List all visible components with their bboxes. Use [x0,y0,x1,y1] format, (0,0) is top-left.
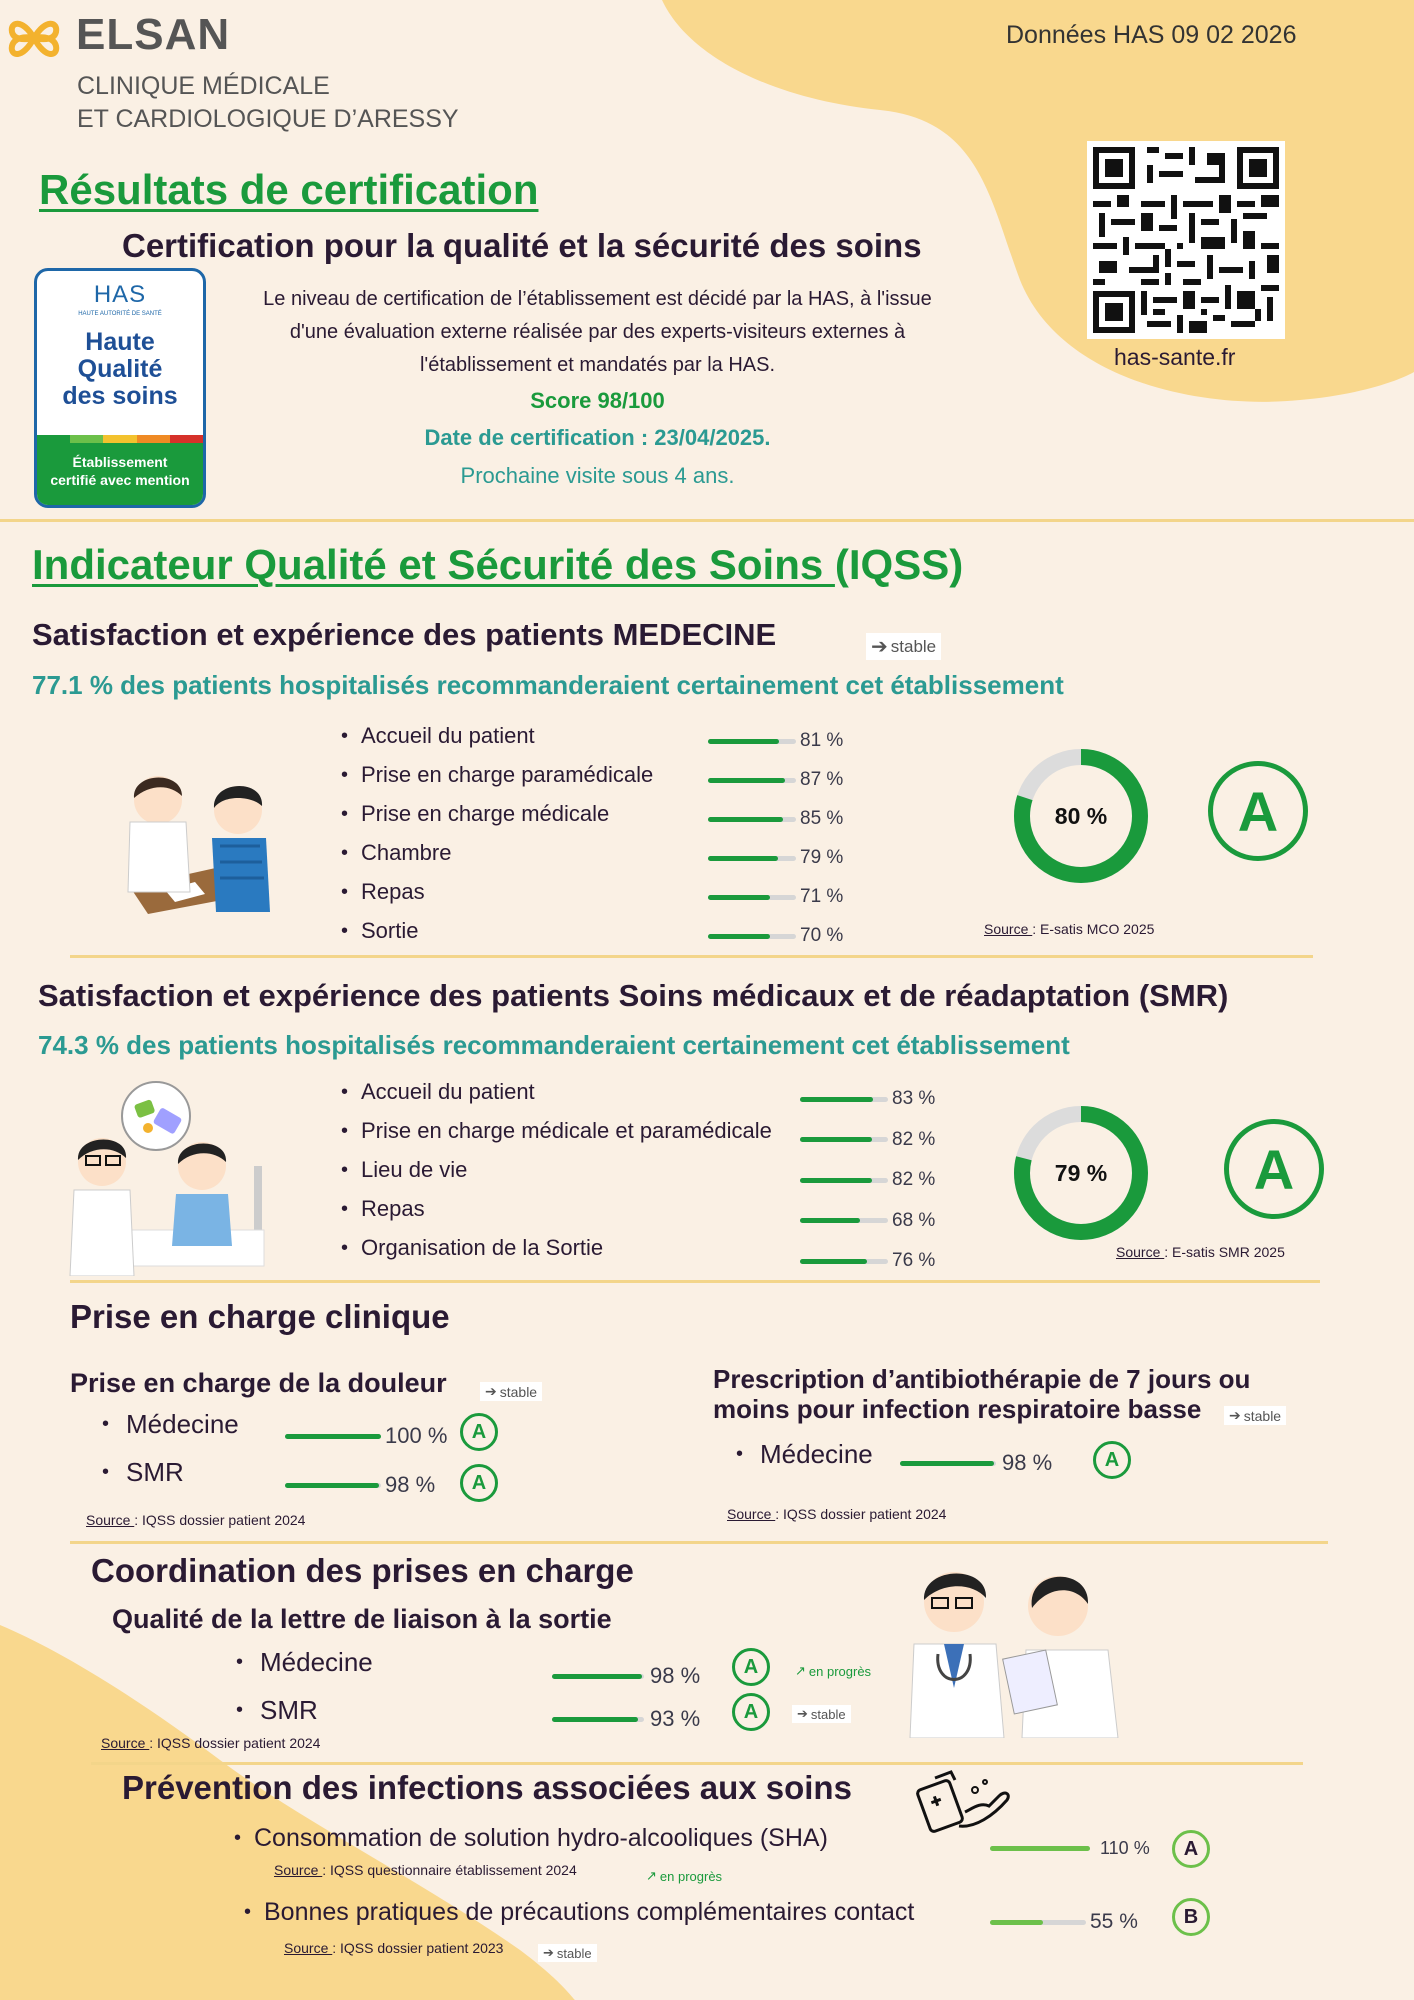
list-item: • Sortie [339,917,653,956]
smr-source: Source : E-satis SMR 2025 [1116,1244,1285,1260]
list-item: • Médecine [734,1440,873,1488]
doctor-patient-illustration [120,762,280,914]
progress-bar-track [708,778,796,783]
badge-line3: des soins [62,382,178,410]
coordination-trend-smr: ➔ stable [792,1705,851,1723]
doctor-bedside-illustration [64,1080,274,1276]
progress-value: 87 % [800,769,844,790]
progress-bar-track [552,1717,644,1722]
smr-score-donut [1012,1104,1150,1242]
divider-coordination [91,1762,1303,1765]
douleur-grade-smr: A [460,1464,498,1502]
iqss-title-abbrev: (IQSS) [834,541,964,588]
smr-title: Satisfaction et expérience des patients Soins médicaux et de réadaptation (SMR) [38,978,1229,1013]
progress-bar-fill [285,1483,379,1488]
divider-medecine [70,955,1313,958]
sha-list [232,1824,828,1863]
list-item: • Prise en charge paramédicale [339,761,653,800]
antibio-list [734,1440,873,1488]
list-item: • Bonnes pratiques de précautions complémentaires contact [242,1898,914,1937]
badge-line1: Haute [85,328,155,356]
progress-bar-row [800,1129,935,1151]
progress-bar-fill [990,1846,1090,1851]
progress-bar-track [708,895,796,900]
badge-line2: Qualité [77,355,163,383]
list-item: • Organisation de la Sortie [339,1234,772,1273]
progress-bar-fill [708,934,770,939]
progress-bar-track [990,1846,1090,1851]
progress-bar-track [285,1434,381,1439]
douleur-trend-tag: ➔ stable [480,1382,542,1401]
divider-certification [0,519,1414,522]
progress-bar-track [800,1137,888,1142]
progress-value: 70 % [800,925,844,946]
progress-bar-row [285,1423,447,1449]
medecine-source: Source : E-satis MCO 2025 [984,921,1155,937]
doctors-consulting-illustration [908,1558,1128,1738]
arrow-up-right-icon: ↗ [795,1663,806,1678]
iqss-title-main: Indicateur Qualité et Sécurité des Soins [32,541,835,588]
medecine-score-value: 80 % [1054,803,1108,829]
description-line3: l'établissement et mandatés par la HAS. [419,354,776,376]
progress-bar-track [708,739,796,744]
divider-smr [70,1280,1320,1283]
trend-label: stable [890,636,937,656]
list-item: • Accueil du patient [339,722,653,761]
antibio-title-line1: Prescription d’antibiothérapie de 7 jours ou [713,1364,1251,1394]
smr-recommend: 74.3 % des patients hospitalisés recommanderaient certainement cet établissement [38,1030,1070,1060]
progress-bar-track [800,1259,888,1264]
progress-bar-fill [552,1674,642,1679]
progress-bar-track [285,1483,381,1488]
progress-bar-fill [800,1137,872,1142]
progress-bar-fill [708,895,770,900]
clinic-name-line1: CLINIQUE MÉDICALE [77,72,330,100]
coordination-grade-medecine: A [732,1648,770,1686]
smr-criteria-list [339,1078,772,1273]
certification-date: Date de certification : 23/04/2025. [424,425,771,450]
contact-trend-tag: ➔ stable [538,1944,597,1962]
contact-list [242,1898,914,1937]
progress-bar-fill [800,1218,860,1223]
progress-bar-track [708,856,796,861]
medecine-recommend: 77.1 % des patients hospitalisés recommanderaient certainement cet établissement [32,670,1064,700]
list-item: • SMR [100,1458,239,1506]
prevention-title: Prévention des infections associées aux soins [122,1769,852,1806]
progress-bar-row [708,808,843,830]
list-item: • Médecine [100,1410,239,1458]
medecine-trend-tag [866,633,941,660]
list-item: • Accueil du patient [339,1078,772,1117]
has-certification-badge [34,268,206,508]
progress-bar-fill [800,1097,873,1102]
antibio-trend-tag: ➔ stable [1224,1406,1286,1425]
antibio-source: Source : IQSS dossier patient 2024 [727,1506,947,1522]
antibio-title-line2: moins pour infection respiratoire basse [713,1394,1202,1424]
sha-grade: A [1172,1830,1210,1868]
progress-bar-fill [285,1434,381,1439]
progress-bar-row [708,925,843,947]
douleur-grade-medecine: A [460,1413,498,1451]
progress-value: 83 % [892,1088,936,1109]
badge-footer-line2: certifié avec mention [50,472,190,488]
progress-bar-row [552,1663,700,1689]
list-item: • Prise en charge médicale [339,800,653,839]
list-item: • Chambre [339,839,653,878]
progress-bar-row [708,886,843,908]
progress-bar-row [708,730,843,752]
qr-code-icon[interactable] [1087,141,1285,339]
badge-footer-line1: Établissement [72,454,168,470]
coordination-source: Source : IQSS dossier patient 2024 [101,1735,321,1751]
progress-bar-track [708,934,796,939]
certification-description [215,283,980,382]
progress-bar-row [552,1706,700,1732]
list-item: • Consommation de solution hydro-alcooliques (SHA) [232,1824,828,1863]
certification-subtitle: Certification pour la qualité et la sécurité des soins [122,227,922,264]
antibio-grade: A [1093,1441,1131,1479]
coordination-trend-medecine: ↗ en progrès [795,1663,872,1679]
progress-value: 100 % [385,1423,448,1448]
progress-bar-track [900,1461,996,1466]
progress-bar-fill [708,817,783,822]
progress-value: 93 % [650,1706,701,1731]
progress-bar-track [708,817,796,822]
progress-bar-track [552,1674,644,1679]
progress-bar-fill [900,1461,994,1466]
badge-color-stripe [37,435,203,443]
smr-grade-badge: A [1224,1119,1324,1219]
arrow-right-icon: ➔ [1229,1407,1241,1423]
smr-score-value: 79 % [1054,1160,1108,1186]
arrow-up-right-icon: ↗ [646,1868,657,1883]
progress-value: 82 % [892,1169,936,1190]
sha-trend-tag: ↗ en progrès [646,1868,723,1884]
description-line2: d'une évaluation externe réalisée par des experts-visiteurs externes à [289,321,906,343]
coordination-subtitle: Qualité de la lettre de liaison à la sortie [112,1604,612,1634]
progress-bar-fill [800,1178,872,1183]
coordination-grade-smr: A [732,1693,770,1731]
clinique-title: Prise en charge clinique [70,1298,450,1335]
qr-caption[interactable]: has-sante.fr [1114,344,1236,370]
data-date: Données HAS 09 02 2026 [1006,21,1297,49]
medecine-grade-badge: A [1208,761,1308,861]
progress-bar-track [800,1178,888,1183]
arrow-right-icon: ➔ [543,1945,554,1960]
douleur-title: Prise en charge de la douleur [70,1368,447,1398]
progress-value: 98 % [385,1472,436,1497]
progress-bar-track [990,1920,1086,1925]
elsan-logo-icon [8,14,60,62]
progress-bar-row [800,1210,935,1232]
progress-bar-row [800,1088,935,1110]
contact-source: Source : IQSS dossier patient 2023 [284,1940,504,1956]
badge-footer [37,443,203,508]
progress-value: 71 % [800,886,844,907]
douleur-source: Source : IQSS dossier patient 2024 [86,1512,306,1528]
progress-bar-row [900,1450,1052,1476]
hand-sanitizer-icon [915,1766,1015,1836]
progress-bar-row [285,1472,435,1498]
progress-bar-fill [708,739,779,744]
medecine-score-donut [1012,747,1150,885]
list-item: • SMR [234,1696,373,1744]
progress-value: 82 % [892,1128,936,1150]
medecine-title: Satisfaction et expérience des patients MEDECINE [32,617,777,652]
progress-bar-row [800,1250,935,1272]
sha-source: Source : IQSS questionnaire établissement 2024 [274,1862,577,1878]
arrow-right-icon: ➔ [797,1706,808,1721]
progress-bar-row [990,1838,1150,1859]
progress-bar-fill [708,856,778,861]
medecine-criteria-list [339,722,653,956]
antibio-title [713,1364,1250,1424]
arrow-right-icon: ➔ [485,1383,497,1399]
progress-bar-row [990,1910,1138,1934]
progress-bar-fill [708,778,785,783]
progress-value: 85 % [800,808,844,829]
list-item: • Prise en charge médicale et paramédicale [339,1117,772,1156]
progress-bar-row [800,1169,935,1191]
progress-bar-fill [800,1259,867,1264]
list-item: • Lieu de vie [339,1156,772,1195]
certification-title: Résultats de certification [39,166,539,213]
progress-value: 79 % [800,847,844,868]
next-visit: Prochaine visite sous 4 ans. [460,463,735,488]
description-line1: Le niveau de certification de l’établissement est décidé par la HAS, à l'issue [263,288,932,310]
list-item: • Médecine [234,1648,373,1696]
progress-value: 76 % [892,1250,936,1271]
iqss-title [32,541,963,589]
progress-value: 98 % [650,1663,701,1688]
coordination-title: Coordination des prises en charge [91,1552,634,1589]
progress-value: 110 % [1100,1838,1150,1858]
progress-value: 81 % [800,730,844,751]
contact-grade: B [1172,1898,1210,1936]
has-logo-subtext: HAUTE AUTORITÉ DE SANTÉ [78,311,162,317]
douleur-list [100,1410,239,1506]
list-item: • Repas [339,878,653,917]
progress-bar-track [800,1097,888,1102]
progress-bar-row [708,769,843,791]
arrow-right-icon: ➔ [871,636,888,658]
divider-clinique [70,1541,1328,1544]
progress-bar-row [708,847,843,869]
progress-value: 68 % [892,1209,936,1231]
progress-bar-fill [990,1920,1043,1925]
list-item: • Repas [339,1195,772,1234]
progress-bar-track [800,1218,888,1223]
clinic-name-line2: ET CARDIOLOGIQUE D’ARESSY [77,105,459,133]
coordination-list [234,1648,373,1744]
brand-name: ELSAN [76,10,231,59]
has-logo-text: HAS [93,281,147,308]
progress-bar-fill [552,1717,638,1722]
certification-score: Score 98/100 [530,388,665,413]
progress-value: 55 % [1090,1910,1138,1933]
progress-value: 98 % [1002,1450,1053,1475]
